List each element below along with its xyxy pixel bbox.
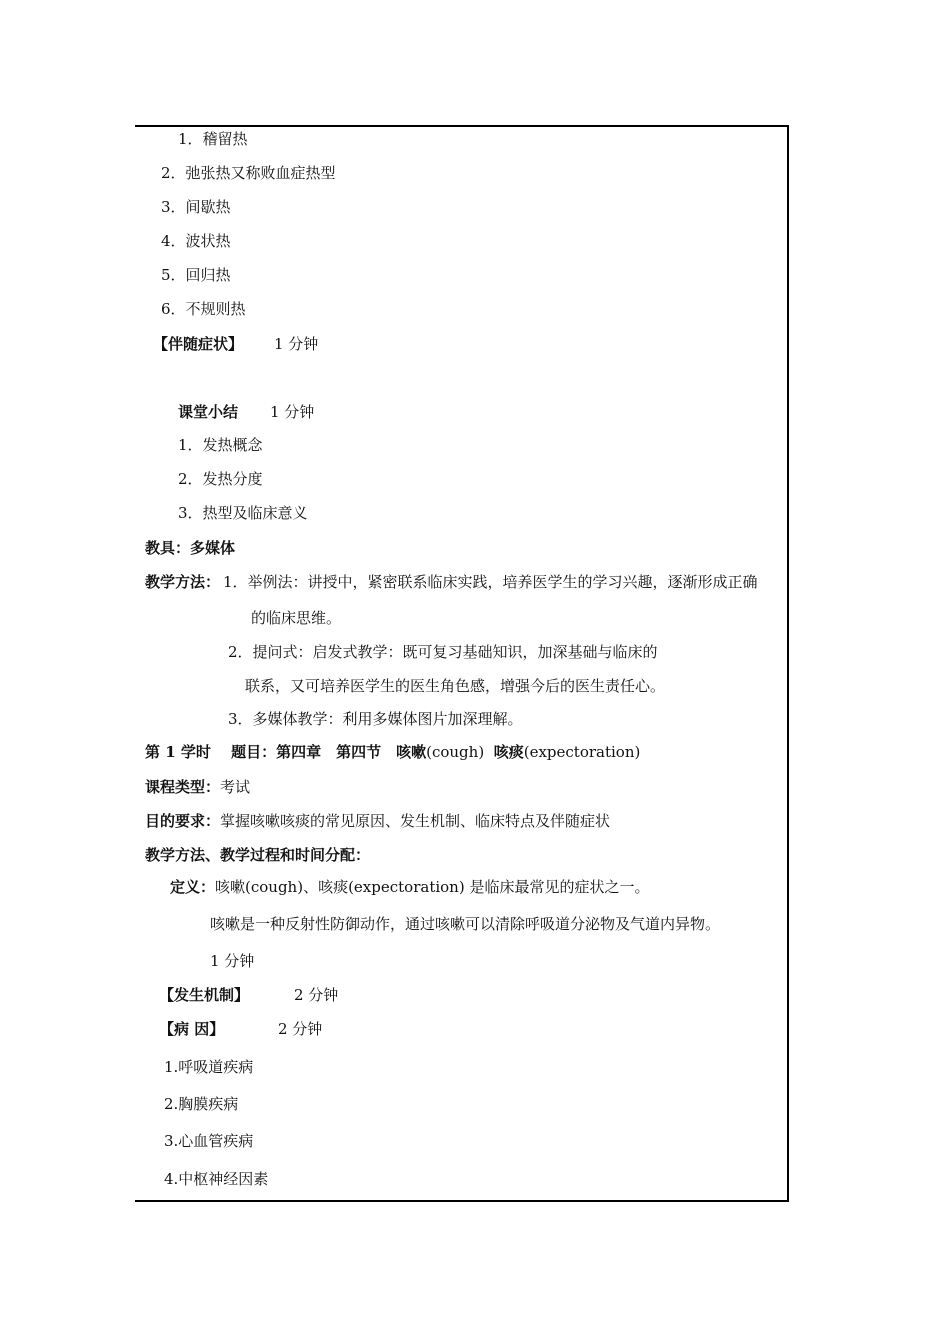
mechanism-heading: 【发生机制】 — [159, 986, 250, 1004]
accompany-heading: 【伴随症状】 — [153, 335, 244, 353]
accompany-time: 1 分钟 — [274, 335, 319, 353]
mechanism-time: 2 分钟 — [294, 986, 339, 1004]
lesson-sputum-en: (expectoration) — [523, 743, 641, 761]
cause-item: 3.心血管疾病 — [164, 1132, 254, 1150]
definition-line — [170, 877, 649, 897]
fever-type-item: 6．不规则热 — [161, 300, 246, 318]
summary-time: 1 分钟 — [270, 403, 315, 421]
fever-type-item: 2．弛张热又称败血症热型 — [161, 164, 336, 182]
lesson-sputum: 咳痰 — [493, 743, 524, 761]
fever-type-item: 5．回归热 — [161, 266, 231, 284]
method-1-line-2: 的临床思维。 — [251, 609, 342, 627]
lesson-cough-en: (cough) — [426, 743, 485, 761]
fever-type-item: 4．波状热 — [161, 232, 231, 250]
summary-item: 2．发热分度 — [178, 470, 263, 488]
course-type-value: 考试 — [220, 778, 251, 796]
content-frame — [135, 125, 789, 1202]
lesson-head: 第 1 学时 题目：第四章 第四节 咳嗽 — [145, 743, 427, 761]
method-2-line-1: 2．提问式：启发式教学：既可复习基础知识，加深基础与临床的 — [228, 643, 658, 661]
methods-label: 教学方法： — [145, 573, 221, 591]
definition-text: 咳嗽(cough)、咳痰(expectoration) 是临床最常见的症状之一。 — [215, 878, 650, 896]
cause-time: 2 分钟 — [278, 1020, 323, 1038]
summary-item: 1．发热概念 — [178, 436, 263, 454]
tools-line: 教具：多媒体 — [145, 539, 236, 557]
definition-label: 定义： — [170, 878, 216, 896]
summary-heading: 课堂小结 — [178, 403, 239, 421]
course-type-label: 课程类型： — [145, 778, 221, 796]
cause-item: 1.呼吸道疾病 — [164, 1058, 254, 1076]
process-heading: 教学方法、教学过程和时间分配： — [145, 846, 371, 864]
method-2-line-2: 联系，又可培养医学生的医生角色感，增强今后的医生责任心。 — [245, 677, 666, 695]
lesson-title — [145, 742, 640, 762]
fever-type-item: 1．稽留热 — [178, 130, 248, 148]
course-type — [145, 777, 250, 797]
cause-heading: 【病 因】 — [159, 1020, 225, 1038]
definition-text-2: 咳嗽是一种反射性防御动作，通过咳嗽可以清除呼吸道分泌物及气道内异物。 — [210, 915, 721, 933]
summary-item: 3．热型及临床意义 — [178, 504, 308, 522]
method-1-line-1: 1．举例法：讲授中，紧密联系临床实践，培养医学生的学习兴趣，逐渐形成正确 — [223, 573, 758, 591]
cause-item: 4.中枢神经因素 — [164, 1170, 269, 1188]
cause-item: 2.胸膜疾病 — [164, 1095, 239, 1113]
definition-time: 1 分钟 — [210, 952, 255, 970]
method-3: 3．多媒体教学：利用多媒体图片加深理解。 — [228, 710, 523, 728]
goal — [145, 811, 610, 831]
goal-value: 掌握咳嗽咳痰的常见原因、发生机制、临床特点及伴随症状 — [220, 812, 611, 830]
fever-type-item: 3．间歇热 — [161, 198, 231, 216]
goal-label: 目的要求： — [145, 812, 221, 830]
